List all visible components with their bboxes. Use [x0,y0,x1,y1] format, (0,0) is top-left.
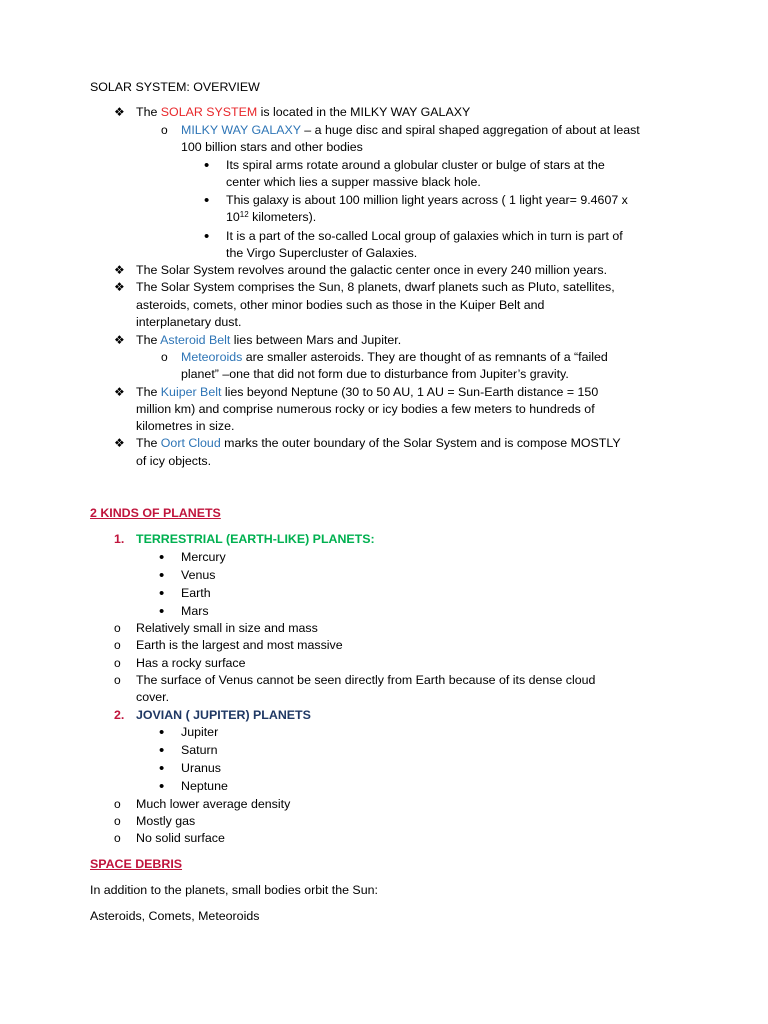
kuiper-line-2: million km) and comprise numerous rocky or icy bodies a few meters to hundreds of [136,402,595,416]
circle-bullet-icon: o [114,814,121,828]
meteoroids-line-2: planet” –one that did not form due to disturbance from Jupiter’s gravity. [181,367,569,381]
asteroid-belt-highlight: Asteroid Belt [160,333,231,347]
diamond-bullet-icon: ❖ [114,280,125,294]
milky-way-line-2: 100 billion stars and other bodies [181,140,363,154]
exponent: 12 [239,210,249,219]
comprises-line-1: The Solar System comprises the Sun, 8 planets, dwarf planets such as Pluto, satellites, [136,280,615,294]
diamond-bullet-icon: ❖ [114,333,125,347]
kuiper-line-1: The Kuiper Belt lies beyond Neptune (30 to 50 AU, 1 AU = Sun-Earth distance = 150 [136,385,599,399]
space-debris-list: Asteroids, Comets, Meteoroids [90,909,260,923]
comprises-line-3: interplanetary dust. [136,315,242,329]
circle-bullet-icon: o [161,123,168,137]
overview-item-revolves: The Solar System revolves around the galactic center once in every 240 million years. [136,263,608,277]
planet-venus: Venus [181,568,216,582]
venus-surface-line-1: The surface of Venus cannot be seen directly from Earth because of its dense cloud [136,673,596,687]
oort-line-2: of icy objects. [136,454,212,468]
diamond-bullet-icon: ❖ [114,436,125,450]
planet-earth: Earth [181,586,211,600]
planet-saturn: Saturn [181,743,218,757]
meteoroids-line-1: Meteoroids are smaller asteroids. They are thought of as remnants of a “failed [181,350,608,364]
circle-bullet-icon: o [114,656,121,670]
dot-bullet-icon: • [204,157,210,174]
circle-bullet-icon: o [161,350,168,364]
list-number: 2. [114,708,125,722]
list-number: 1. [114,532,125,546]
kinds-heading: 2 KINDS OF PLANETS [90,506,221,520]
space-debris-intro: In addition to the planets, small bodies orbit the Sun: [90,883,378,897]
planet-mars: Mars [181,604,209,618]
diamond-bullet-icon: ❖ [114,263,125,277]
jovian-trait: Mostly gas [136,814,196,828]
dot-bullet-icon: • [159,760,165,777]
dot-bullet-icon: • [159,567,165,584]
jovian-heading: JOVIAN ( JUPITER) PLANETS [136,708,311,722]
planet-uranus: Uranus [181,761,221,775]
milky-way-line-1: MILKY WAY GALAXY – a huge disc and spiral shaped aggregation of about at least [181,123,640,137]
terrestrial-trait: Has a rocky surface [136,656,246,670]
diamond-bullet-icon: ❖ [114,385,125,399]
space-debris-heading: SPACE DEBRIS [90,857,183,871]
overview-item-solar-system: The SOLAR SYSTEM is located in the MILKY WAY GALAXY [136,105,471,119]
galaxy-size-line-2: $10^{12}$ kilometers). [226,210,317,224]
overview-item-asteroid-belt: The Asteroid Belt lies between Mars and Jupiter. [136,333,402,347]
venus-surface-line-2: cover. [136,690,170,704]
solar-system-highlight: SOLAR SYSTEM [160,105,258,119]
dot-bullet-icon: • [159,603,165,620]
dot-bullet-icon: • [159,778,165,795]
oort-line-1: The Oort Cloud marks the outer boundary of the Solar System and is compose MOSTLY [136,436,621,450]
dot-bullet-icon: • [159,724,165,741]
milky-way-highlight: MILKY WAY GALAXY [181,123,301,137]
kuiper-belt-highlight: Kuiper Belt [160,385,222,399]
diamond-bullet-icon: ❖ [114,105,125,119]
comprises-line-2: asteroids, comets, other minor bodies such as those in the Kuiper Belt and [136,298,545,312]
jovian-trait: Much lower average density [136,797,291,811]
planet-neptune: Neptune [181,779,228,793]
planet-jupiter: Jupiter [181,725,219,739]
kuiper-line-3: kilometres in size. [136,419,235,433]
terrestrial-trait: Relatively small in size and mass [136,621,318,635]
circle-bullet-icon: o [114,638,121,652]
circle-bullet-icon: o [114,831,121,845]
dot-bullet-icon: • [159,585,165,602]
dot-bullet-icon: • [204,228,210,245]
planet-mercury: Mercury [181,550,226,564]
dot-bullet-icon: • [159,549,165,566]
dot-bullet-icon: • [204,192,210,209]
circle-bullet-icon: o [114,673,121,687]
spiral-arms-line-2: center which lies a supper massive black hole. [226,175,481,189]
jovian-trait: No solid surface [136,831,225,845]
meteoroids-highlight: Meteoroids [181,350,243,364]
local-group-line-2: the Virgo Supercluster of Galaxies. [226,246,418,260]
terrestrial-trait: Earth is the largest and most massive [136,638,343,652]
spiral-arms-line-1: Its spiral arms rotate around a globular cluster or bulge of stars at the [226,158,605,172]
circle-bullet-icon: o [114,797,121,811]
page-title: SOLAR SYSTEM: OVERVIEW [90,80,260,94]
terrestrial-heading: TERRESTRIAL (EARTH-LIKE) PLANETS: [136,532,375,546]
local-group-line-1: It is a part of the so-called Local group of galaxies which in turn is part of [226,229,623,243]
circle-bullet-icon: o [114,621,121,635]
oort-cloud-highlight: Oort Cloud [160,436,221,450]
dot-bullet-icon: • [159,742,165,759]
galaxy-size-line-1: This galaxy is about 100 million light years across ( 1 light year= 9.4607 x [226,193,628,207]
